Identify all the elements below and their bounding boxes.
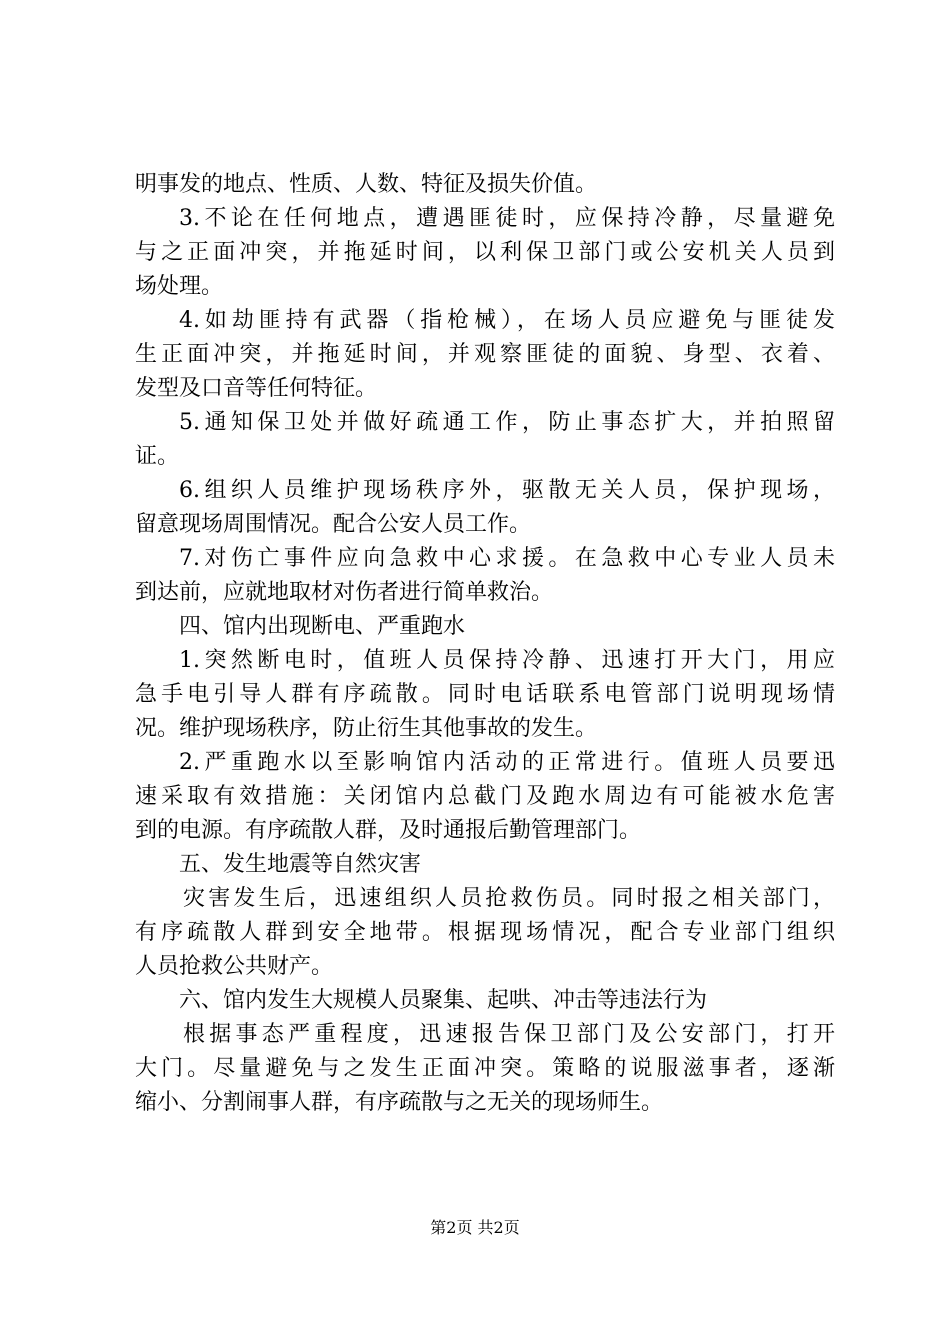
- text-line: 场处理。: [135, 274, 224, 299]
- text-line: 2.严重跑水以至影响馆内活动的正常进行。值班人员要迅: [179, 750, 835, 775]
- text-line: 到的电源。有序疏散人群，及时通报后勤管理部门。: [135, 818, 642, 843]
- text-line: 灾害发生后，迅速组织人员抢救伤员。同时报之相关部门，: [183, 886, 835, 911]
- text-line: 与之正面冲突，并拖延时间，以利保卫部门或公安机关人员到: [135, 240, 835, 265]
- text-line: 留意现场周围情况。配合公安人员工作。: [135, 512, 532, 537]
- document-body: [135, 168, 835, 1120]
- page-number-footer: 第2页 共2页: [430, 1218, 520, 1237]
- text-line: 根据事态严重程度，迅速报告保卫部门及公安部门，打开: [183, 1022, 835, 1047]
- text-line: 有序疏散人群到安全地带。根据现场情况，配合专业部门组织: [135, 920, 835, 945]
- text-line: 生正面冲突，并拖延时间，并观察匪徒的面貌、身型、衣着、: [135, 342, 835, 367]
- text-line: 速采取有效措施：关闭馆内总截门及跑水周边有可能被水危害: [135, 784, 835, 809]
- text-line: 3.不论在任何地点，遭遇匪徒时，应保持冷静，尽量避免: [179, 206, 835, 231]
- text-line: 发型及口音等任何特征。: [135, 376, 378, 401]
- text-line: 到达前，应就地取材对伤者进行简单救治。: [135, 580, 554, 605]
- section-heading: 六、馆内发生大规模人员聚集、起哄、冲击等违法行为: [179, 988, 708, 1013]
- text-line: 人员抢救公共财产。: [135, 954, 334, 979]
- text-line: 5.通知保卫处并做好疏通工作，防止事态扩大，并拍照留: [179, 410, 835, 435]
- text-line: 6.组织人员维护现场秩序外，驱散无关人员，保护现场，: [179, 478, 835, 503]
- section-heading: 四、馆内出现断电、严重跑水: [179, 614, 466, 639]
- text-line: 7.对伤亡事件应向急救中心求援。在急救中心专业人员未: [179, 546, 835, 571]
- text-line: 4.如劫匪持有武器（指枪械），在场人员应避免与匪徒发: [179, 308, 835, 333]
- text-line: 明事发的地点、性质、人数、特征及损失价值。: [135, 172, 598, 197]
- section-heading: 五、发生地震等自然灾害: [179, 852, 422, 877]
- text-line: 大门。尽量避免与之发生正面冲突。策略的说服滋事者，逐渐: [135, 1056, 835, 1081]
- text-line: 证。: [135, 444, 180, 469]
- text-line: 1.突然断电时，值班人员保持冷静、迅速打开大门，用应: [179, 648, 835, 673]
- text-line: 缩小、分割闹事人群，有序疏散与之无关的现场师生。: [135, 1090, 664, 1115]
- text-line: 况。维护现场秩序，防止衍生其他事故的发生。: [135, 716, 598, 741]
- text-line: 急手电引导人群有序疏散。同时电话联系电管部门说明现场情: [135, 682, 835, 707]
